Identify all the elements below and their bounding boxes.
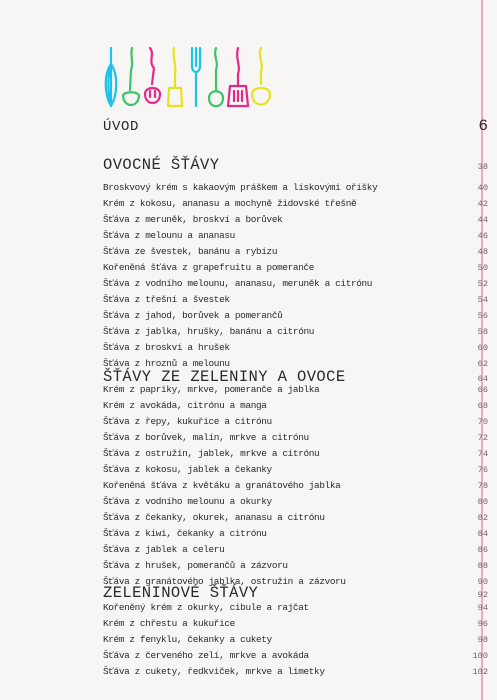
item-label: Šťáva z granátového jablka, ostružin a zázvoru (103, 576, 346, 587)
item-label: Šťáva z broskví a hrušek (103, 342, 230, 353)
toc-item[interactable] (103, 214, 488, 225)
item-page: 50 (477, 263, 488, 273)
item-label: Šťáva ze švestek, banánu a rybízu (103, 246, 278, 257)
item-label: Šťáva z čekanky, okurek, ananasu a citrónu (103, 512, 325, 523)
item-label: Šťáva z třešní a švestek (103, 294, 230, 305)
toc-item[interactable] (103, 480, 488, 491)
toc-intro[interactable] (103, 117, 488, 135)
item-page: 48 (477, 247, 488, 257)
section-title: ŠŤÁVY ZE ZELENINY A OVOCE (103, 368, 346, 386)
toc-item[interactable] (103, 634, 488, 645)
item-page: 102 (472, 667, 488, 677)
item-page: 60 (477, 343, 488, 353)
item-page: 46 (477, 231, 488, 241)
item-label: Kořeněná šťáva z grapefruitu a pomeranče (103, 262, 315, 273)
item-label: Kořeněný krém z okurky, cibule a rajčat (103, 602, 309, 613)
item-page: 84 (477, 529, 488, 539)
item-label: Šťáva z kokosu, jablek a čekanky (103, 464, 272, 475)
item-page: 40 (477, 183, 488, 193)
item-label: Šťáva z jablka, hrušky, banánu a citrónu (103, 326, 315, 337)
toc-item[interactable] (103, 310, 488, 321)
toc-item[interactable] (103, 384, 488, 395)
item-page: 58 (477, 327, 488, 337)
item-label: Šťáva z vodního melounu, ananasu, meruněk a citrónu (103, 278, 373, 289)
item-label: Šťáva z melounu a ananasu (103, 230, 235, 241)
toc-item[interactable] (103, 650, 488, 661)
toc-item[interactable] (103, 400, 488, 411)
toc-item[interactable] (103, 278, 488, 289)
toc-item[interactable] (103, 618, 488, 629)
item-page: 42 (477, 199, 488, 209)
toc-item[interactable] (103, 528, 488, 539)
item-label: Broskvový krém s kakaovým práškem a lískovými oříšky (103, 182, 378, 193)
fork-icon (192, 48, 200, 106)
section-title: ZELENINOVÉ ŠŤÁVY (103, 584, 259, 602)
toc-item[interactable] (103, 230, 488, 241)
item-page: 74 (477, 449, 488, 459)
item-page: 62 (477, 359, 488, 369)
item-page: 94 (477, 603, 488, 613)
item-label: Krém z kokosu, ananasu a mochyně židovské třešně (103, 198, 357, 209)
slotted-spoon-icon (145, 48, 160, 103)
toc-item[interactable] (103, 246, 488, 257)
item-page: 100 (472, 651, 488, 661)
item-page: 86 (477, 545, 488, 555)
item-label: Šťáva z meruněk, broskví a borůvek (103, 214, 283, 225)
section-heading[interactable] (103, 584, 488, 602)
item-label: Kořeněná šťáva z květáku a granátového jablka (103, 480, 341, 491)
toc-item[interactable] (103, 512, 488, 523)
item-page: 52 (477, 279, 488, 289)
toc-item[interactable] (103, 496, 488, 507)
toc-item[interactable] (103, 294, 488, 305)
item-page: 98 (477, 635, 488, 645)
item-label: Krém z papriky, mrkve, pomeranče a jablka (103, 384, 320, 395)
section-page: 92 (477, 590, 488, 600)
item-label: Krém z fenyklu, čekanky a cukety (103, 634, 272, 645)
item-page: 70 (477, 417, 488, 427)
item-page: 72 (477, 433, 488, 443)
item-page: 56 (477, 311, 488, 321)
spatula-icon (168, 48, 182, 106)
item-page: 88 (477, 561, 488, 571)
whisk-icon (106, 48, 117, 106)
item-page: 66 (477, 385, 488, 395)
item-label: Šťáva z cukety, ředkviček, mrkve a limetky (103, 666, 325, 677)
item-label: Šťáva z hroznů a melounu (103, 358, 230, 369)
section-page: 64 (477, 374, 488, 384)
toc-item[interactable] (103, 666, 488, 677)
item-page: 44 (477, 215, 488, 225)
item-page: 68 (477, 401, 488, 411)
toc-item[interactable] (103, 602, 488, 613)
toc-item[interactable] (103, 448, 488, 459)
toc-item[interactable] (103, 560, 488, 571)
section-page: 38 (477, 162, 488, 172)
toc-item[interactable] (103, 416, 488, 427)
toc-item[interactable] (103, 326, 488, 337)
toc-item[interactable] (103, 342, 488, 353)
spoon-icon (209, 48, 223, 106)
item-label: Šťáva z hrušek, pomerančů a zázvoru (103, 560, 288, 571)
item-page: 78 (477, 481, 488, 491)
toc-item[interactable] (103, 544, 488, 555)
item-page: 82 (477, 513, 488, 523)
item-label: Šťáva z jablek a celeru (103, 544, 225, 555)
item-label: Šťáva z řepy, kukuřice a citrónu (103, 416, 272, 427)
toc-item[interactable] (103, 262, 488, 273)
item-page: 54 (477, 295, 488, 305)
ladle-icon (123, 48, 139, 105)
item-page: 76 (477, 465, 488, 475)
toc-item[interactable] (103, 464, 488, 475)
kitchen-utensils-illustration (100, 44, 280, 110)
slotted-spatula-icon (228, 48, 248, 106)
item-label: Šťáva z jahod, borůvek a pomerančů (103, 310, 283, 321)
intro-title: ÚVOD (103, 119, 140, 135)
item-page: 90 (477, 577, 488, 587)
item-label: Krém z chřestu a kukuřice (103, 618, 235, 629)
item-label: Šťáva z vodního melounu a okurky (103, 496, 272, 507)
toc-item[interactable] (103, 182, 488, 193)
section-title: OVOCNÉ ŠŤÁVY (103, 156, 220, 174)
toc-item[interactable] (103, 432, 488, 443)
item-page: 80 (477, 497, 488, 507)
toc-item[interactable] (103, 198, 488, 209)
item-label: Šťáva z kiwi, čekanky a citrónu (103, 528, 267, 539)
item-label: Šťáva z borůvek, malin, mrkve a citrónu (103, 432, 309, 443)
section-heading[interactable] (103, 156, 488, 174)
item-label: Šťáva z červeného zelí, mrkve a avokáda (103, 650, 309, 661)
intro-page: 6 (478, 117, 488, 135)
item-page: 96 (477, 619, 488, 629)
item-label: Šťáva z ostružin, jablek, mrkve a citrónu (103, 448, 320, 459)
big-ladle-icon (252, 48, 270, 105)
item-label: Krém z avokáda, citrónu a manga (103, 400, 267, 411)
